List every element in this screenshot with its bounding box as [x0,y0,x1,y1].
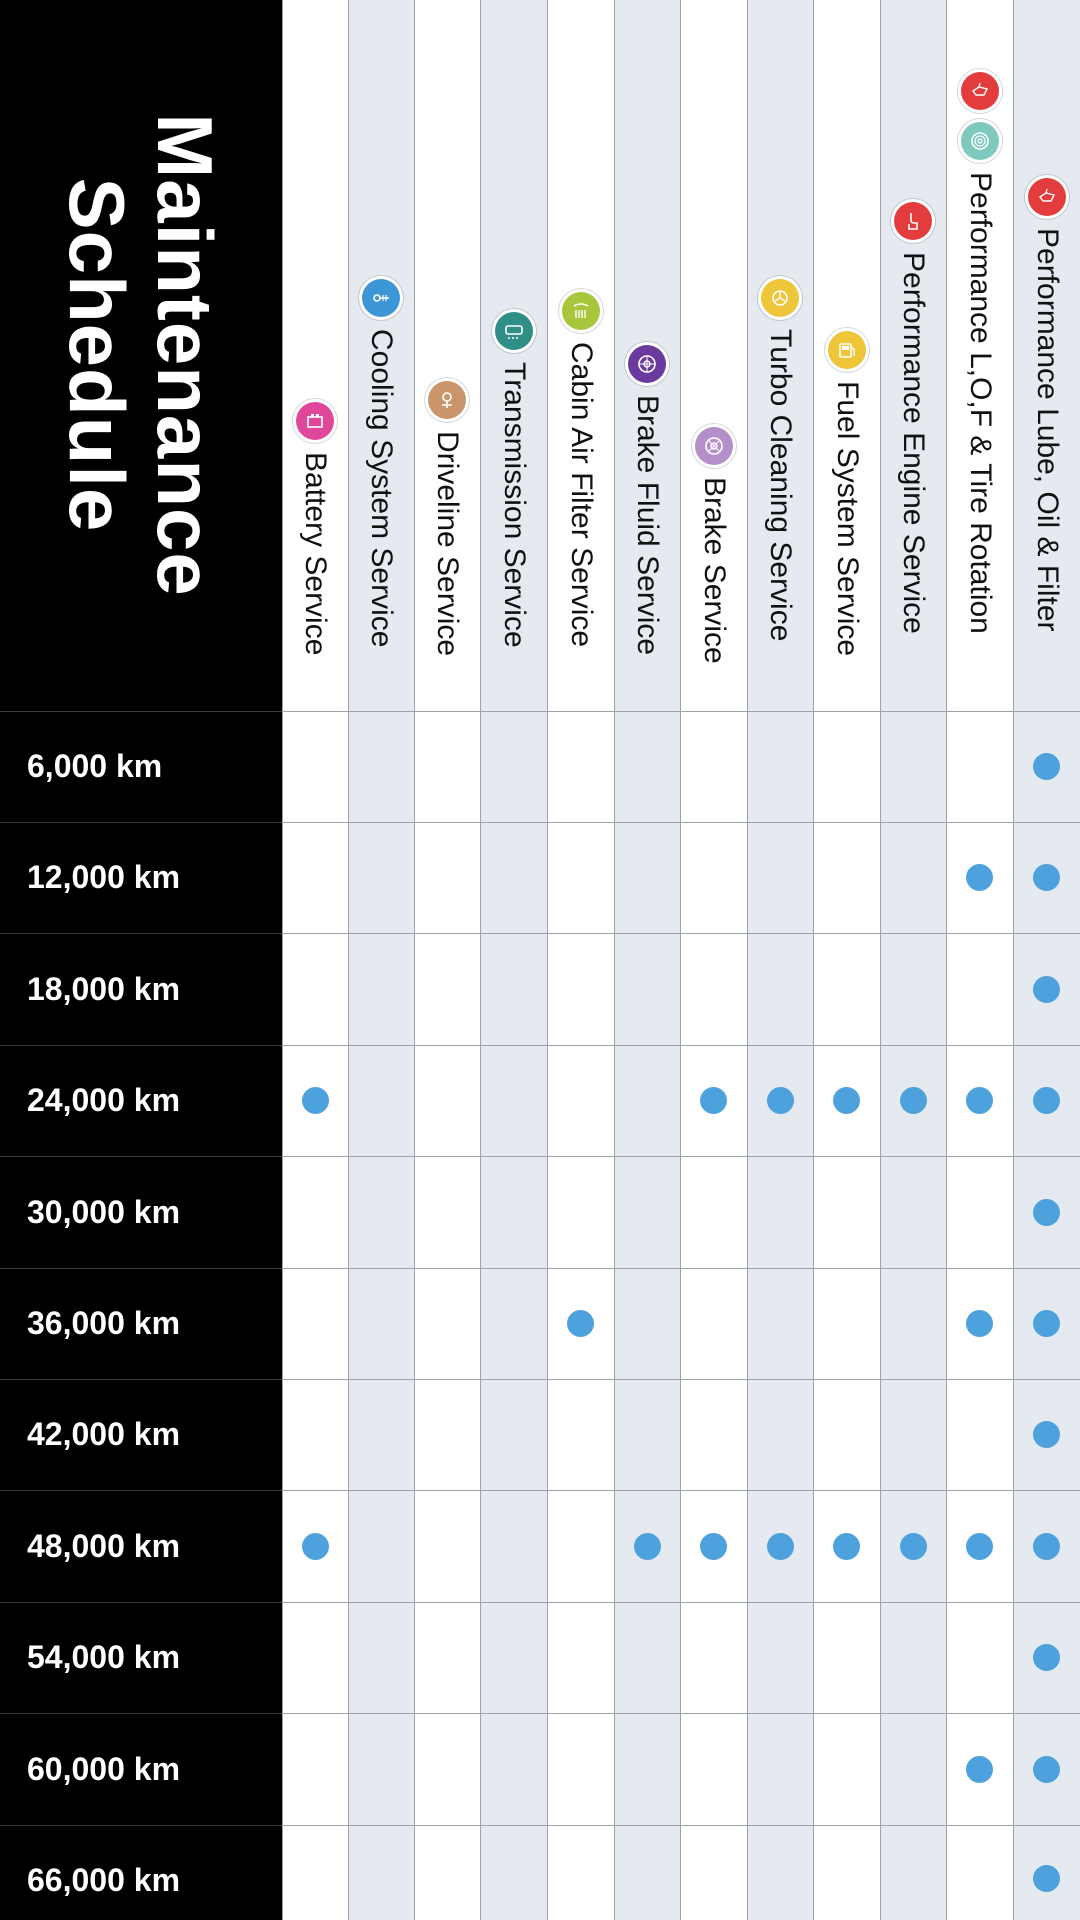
service-dot [767,1533,794,1560]
column-label: Transmission Service [497,362,531,648]
brake-icon [695,427,733,465]
row-label-mileage: 54,000 km [27,1639,181,1675]
column-label: Performance L,O,F & Tire Rotation [963,172,997,634]
row-divider-dark [0,1490,282,1491]
row-divider-dark [0,1379,282,1380]
row-divider-dark [0,1602,282,1603]
service-dot [1033,1644,1060,1671]
row-divider [282,1268,1080,1269]
service-dot [1033,1756,1060,1783]
row-divider [282,933,1080,934]
row-label-mileage: 12,000 km [27,859,181,895]
column-label: Turbo Cleaning Service [764,329,797,642]
row-divider [282,1045,1080,1046]
turbo-icon [761,279,799,317]
service-dot [966,1533,993,1560]
service-dot [767,1087,794,1114]
service-dot [1033,1310,1060,1337]
column-header [282,0,348,705]
service-dot [1033,1087,1060,1114]
coolant-icon [362,279,400,317]
air-filter-icon [562,292,600,330]
row-divider-dark [0,1825,282,1826]
row-label-mileage: 60,000 km [27,1750,181,1787]
service-dot [634,1533,661,1560]
column-header [946,0,1013,705]
column-header [813,0,880,705]
row-label-mileage: 30,000 km [27,1193,181,1230]
engine-icon [894,202,932,240]
column-label: Cooling System Service [365,329,398,648]
column-label: Fuel System Service [830,381,864,657]
service-dot [700,1533,727,1560]
service-dot [1033,864,1060,891]
row-divider-dark [0,1156,282,1157]
oil-can-icon [1028,178,1066,216]
row-divider [282,1602,1080,1603]
row-divider [282,1490,1080,1491]
column-label: Driveline Service [431,431,464,657]
column-header [614,0,680,705]
service-dot [1033,753,1060,780]
column-header [747,0,813,705]
row-divider [282,822,1080,823]
row-divider [282,1713,1080,1714]
brake-fluid-icon [628,345,666,383]
service-dot [833,1087,860,1114]
column-header [880,0,946,705]
service-dot [1033,976,1060,1003]
column-header [414,0,480,705]
service-dot [966,1087,993,1114]
service-dot [900,1087,927,1114]
fuel-system-icon [828,331,866,369]
column-header [1013,0,1080,705]
service-dot [966,1756,993,1783]
service-dot [1033,1865,1060,1892]
row-label-mileage: 48,000 km [27,1527,181,1564]
row-divider [282,1825,1080,1826]
driveline-icon [428,381,466,419]
row-divider-dark [0,711,282,712]
battery-icon [296,402,334,440]
column-header [480,0,547,705]
service-dot [833,1533,860,1560]
column-label: Cabin Air Filter Service [564,342,598,648]
row-divider-dark [0,1713,282,1714]
service-dot [1033,1199,1060,1226]
service-dot [302,1087,329,1114]
service-dot [700,1087,727,1114]
row-divider-dark [0,822,282,823]
column-label: Performance Engine Service [897,252,930,634]
row-label-mileage: 24,000 km [27,1082,181,1118]
row-label-mileage: 6,000 km [27,748,163,784]
service-dot [1033,1421,1060,1448]
column-header [348,0,414,705]
column-label: Battery Service [299,452,332,656]
row-label-mileage: 42,000 km [27,1416,181,1452]
tire-icon [961,122,999,160]
column-label: Performance Lube, Oil & Filter [1030,228,1064,632]
row-divider [282,1156,1080,1157]
title-line-1: Maintenance [141,113,229,597]
service-dot [900,1533,927,1560]
row-divider-dark [0,1268,282,1269]
row-divider [282,1379,1080,1380]
column-header [547,0,614,705]
tire-rotation-icon [961,72,999,110]
column-label: Brake Fluid Service [631,395,664,656]
title-line-2: Schedule [53,177,141,533]
column-header [680,0,747,705]
column-label: Brake Service [697,477,731,664]
service-dot [302,1533,329,1560]
service-dot [1033,1533,1060,1560]
row-divider-dark [0,1045,282,1046]
transmission-icon [495,312,533,350]
row-label-mileage: 36,000 km [27,1305,181,1341]
service-dot [567,1310,594,1337]
row-divider [282,711,1080,712]
page-title [32,12,250,698]
service-dot [966,864,993,891]
row-label-mileage: 66,000 km [27,1862,181,1898]
row-label-mileage: 18,000 km [27,970,181,1007]
row-divider-dark [0,933,282,934]
service-dot [966,1310,993,1337]
